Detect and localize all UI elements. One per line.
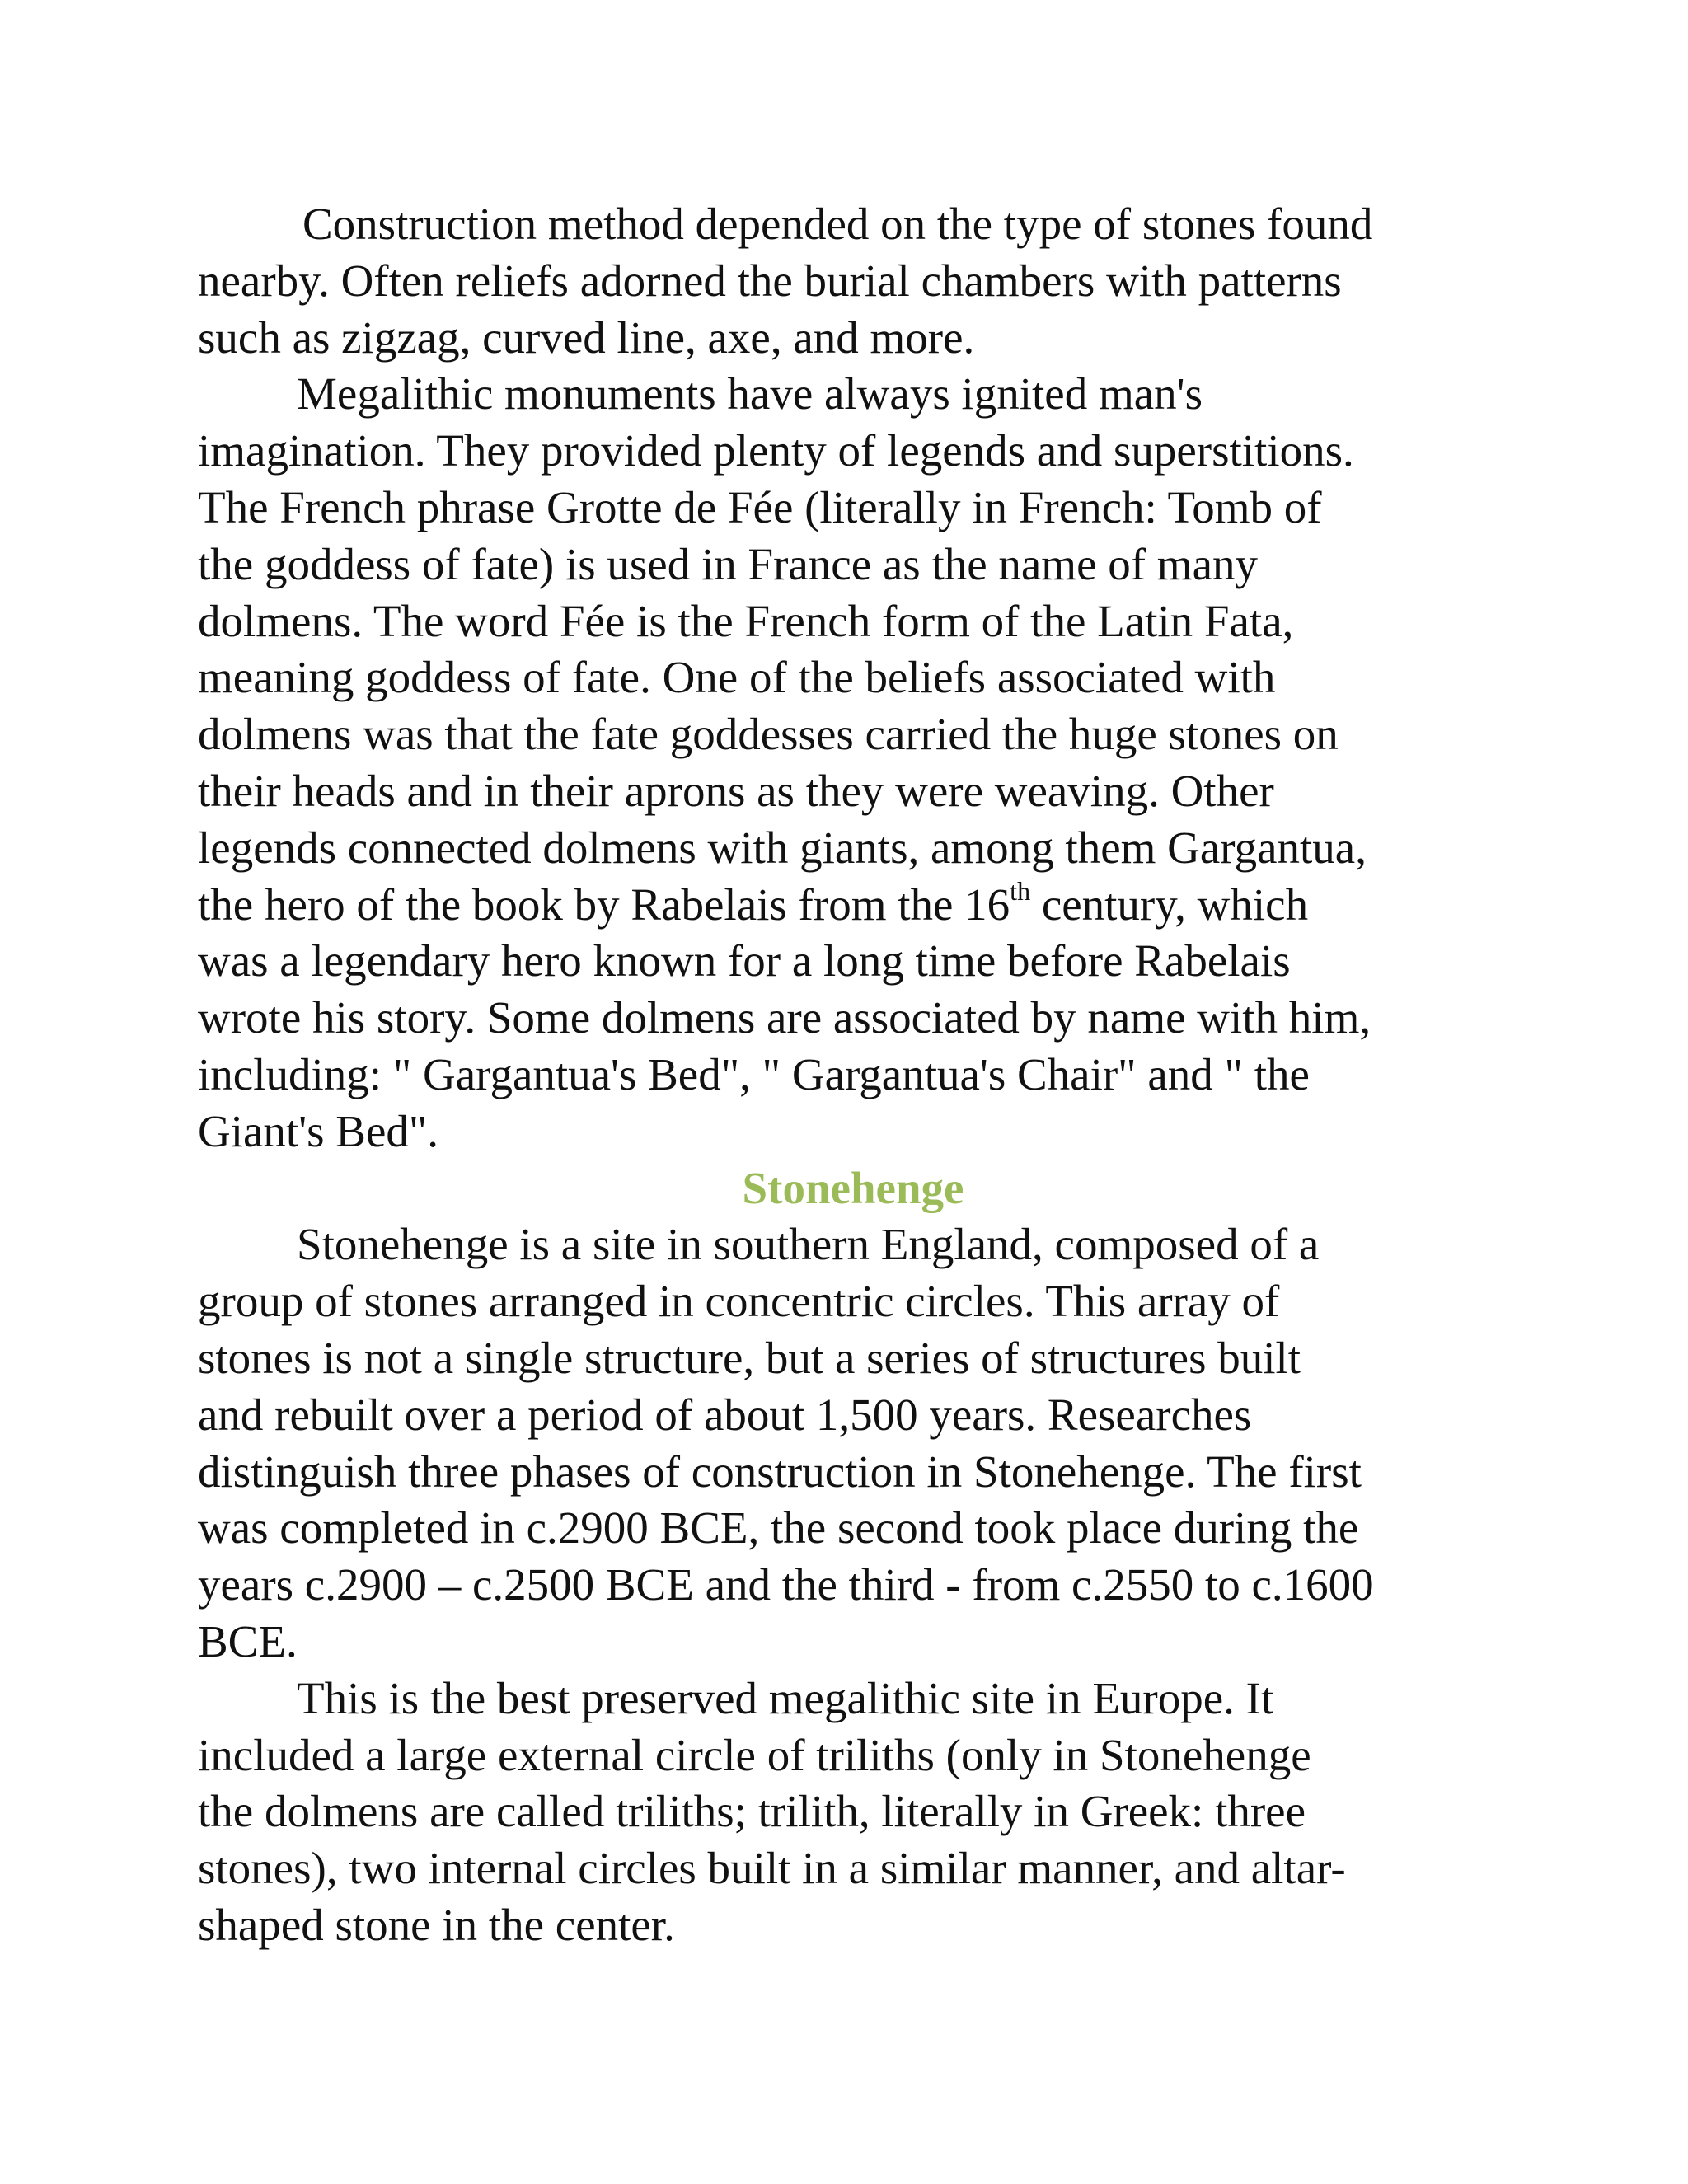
superscript: th (1010, 875, 1031, 906)
text-line: Stonehenge is a site in southern England, composed of a (297, 1219, 1320, 1270)
text-line: meaning goddess of fate. One of the beliefs associated with (198, 652, 1276, 703)
section-heading: Stonehenge (742, 1162, 964, 1213)
text-line: Construction method depended on the type of stones found (302, 199, 1373, 249)
text-line: the goddess of fate) is used in France as the name of many (198, 538, 1259, 589)
document-page (198, 196, 1508, 1954)
text-line: including: " Gargantua's Bed", " Gargantua's Chair" and " the (198, 1048, 1310, 1099)
text-line: This is the best preserved megalithic site in Europe. It (297, 1672, 1274, 1723)
text-line: dolmens. The word Fée is the French form of the Latin Fata, (198, 595, 1294, 646)
text-line: legends connected dolmens with giants, among them Gargantua, (198, 822, 1367, 873)
text-line: was completed in c.2900 BCE, the second took place during the (198, 1502, 1359, 1554)
text-line: imagination. They provided plenty of legends and superstitions. (198, 425, 1354, 476)
text-line: group of stones arranged in concentric circles. This array of (198, 1276, 1280, 1327)
text-line: was a legendary hero known for a long time before Rabelais (198, 935, 1291, 987)
paragraph-construction-method (198, 196, 1508, 366)
text-line: stones is not a single structure, but a series of structures built (198, 1332, 1301, 1383)
text-line: nearby. Often reliefs adorned the burial chambers with patterns (198, 255, 1342, 306)
text-line: such as zigzag, curved line, axe, and more. (198, 312, 975, 363)
text-line: stones), two internal circles built in a similar manner, and altar- (198, 1843, 1346, 1894)
text-line: BCE. (198, 1615, 298, 1666)
text-line: Megalithic monuments have always ignited man's (297, 368, 1203, 419)
text-line: and rebuilt over a period of about 1,500 years. Researches (198, 1389, 1252, 1440)
paragraph-megalithic-legends (198, 366, 1508, 1160)
text-line: their heads and in their aprons as they were weaving. Other (198, 765, 1274, 816)
text-line: the dolmens are called triliths; trilith, literally in Greek: three (198, 1786, 1306, 1837)
text-line: The French phrase Grotte de Fée (literally in French: Tomb of (198, 481, 1322, 532)
text-line: shaped stone in the center. (198, 1899, 675, 1950)
text-fragment: the hero of the book by Rabelais from the 16 (198, 879, 1010, 930)
text-line: distinguish three phases of construction in Stonehenge. The first (198, 1446, 1362, 1497)
text-line-with-superscript (198, 877, 1508, 934)
text-line: Giant's Bed". (198, 1105, 439, 1156)
text-line: included a large external circle of triliths (only in Stonehenge (198, 1729, 1311, 1780)
paragraph-best-preserved (198, 1671, 1508, 1954)
paragraph-stonehenge-site (198, 1216, 1508, 1670)
text-line: dolmens was that the fate goddesses carried the huge stones on (198, 709, 1339, 760)
text-line: wrote his story. Some dolmens are associated by name with him, (198, 992, 1372, 1043)
text-fragment: century, which (1030, 879, 1309, 930)
text-line: years c.2900 – c.2500 BCE and the third - from c.2550 to c.1600 (198, 1559, 1374, 1610)
